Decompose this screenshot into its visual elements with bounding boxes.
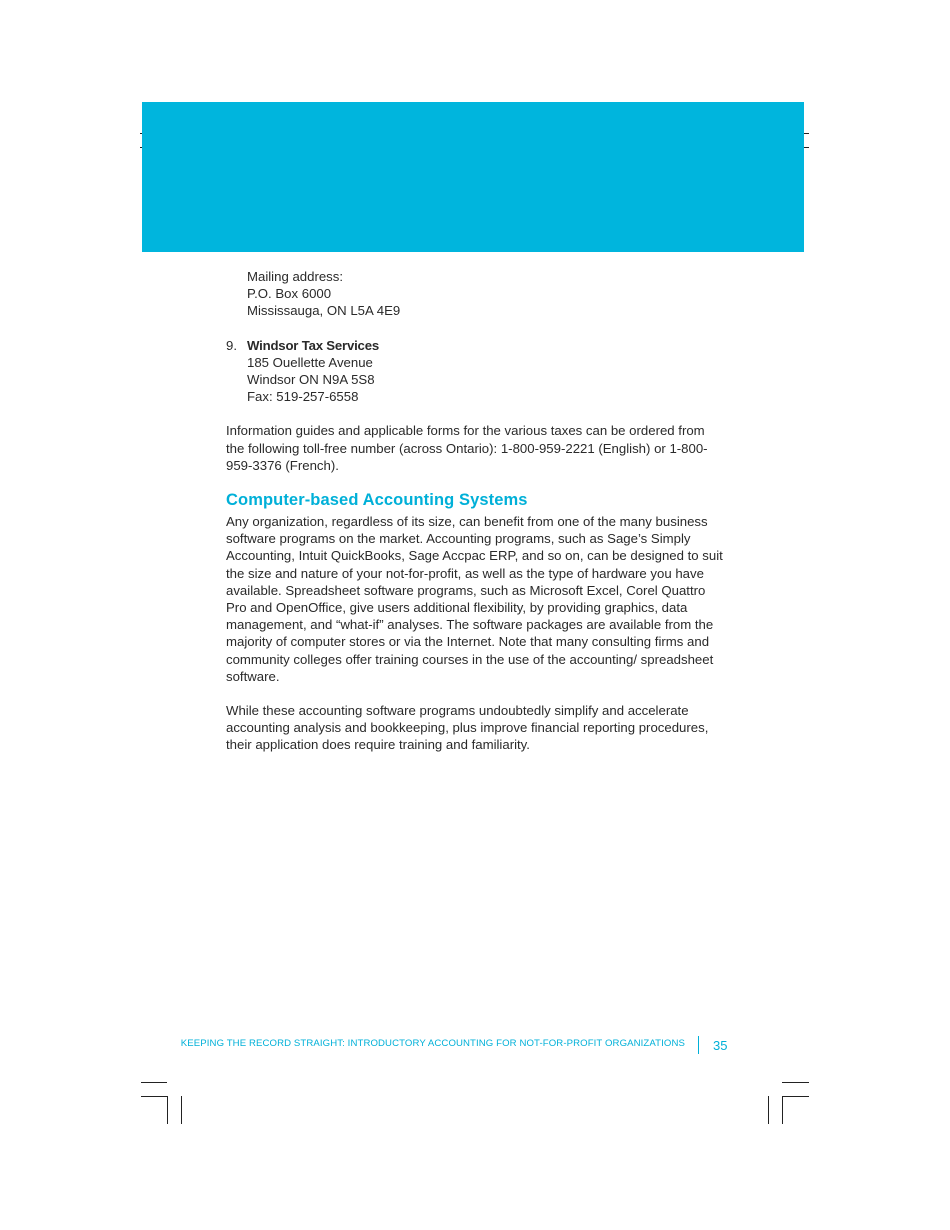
page-footer [0,1036,950,1056]
mailing-address-line: Mississauga, ON L5A 4E9 [247,303,401,319]
running-title: KEEPING THE RECORD STRAIGHT: INTRODUCTORY ACCOUNTING FOR NOT-FOR-PROFIT ORGANIZATIONS [180,1038,685,1049]
section-heading: Computer-based Accounting Systems [226,491,528,510]
office-title: Windsor Tax Services [247,337,379,353]
list-item-number: 9. [226,337,237,353]
office-address-line: Windsor ON N9A 5S8 [247,372,375,388]
crop-mark-bottom-left-h2 [141,1096,167,1097]
crop-mark-top-left-upper [140,133,142,134]
page-number: 35 [713,1038,728,1053]
info-paragraph: Information guides and applicable forms for the various taxes can be ordered from the following toll-free number (across Ontario): 1-800-959-2221 (English) or 1-800-959-3376 (French). [226,423,708,473]
crop-mark-bottom-left-h1 [141,1082,167,1083]
crop-mark-bottom-left-v1 [167,1096,168,1124]
crop-mark-top-right-upper [804,133,809,134]
crop-mark-top-left-lower [140,147,142,148]
header-banner [142,102,804,252]
crop-mark-bottom-right-v1 [768,1096,769,1124]
body-paragraph: While these accounting software programs undoubtedly simplify and accelerate accounting analysis and bookkeeping, plus improve financial reporting procedures, their application does require training and familiarity. [226,703,709,753]
crop-mark-bottom-right-h1 [782,1082,809,1083]
crop-mark-bottom-right-v2 [782,1096,783,1124]
crop-mark-bottom-left-v2 [181,1096,182,1124]
footer-divider [698,1036,699,1054]
crop-mark-top-right-lower [804,147,809,148]
mailing-address [226,268,726,320]
page-content [226,268,726,754]
crop-mark-bottom-right-h2 [782,1096,809,1097]
office-fax-line: Fax: 519-257-6558 [247,389,359,405]
body-paragraph: Any organization, regardless of its size, can benefit from one of the many business software programs on the market. Accounting programs, such as Sage’s Simply Accounting, Intuit QuickBooks, Sage Accpac ERP, and so on, can be designed to suit the size and nature of your not-for-profit, as well as the type of hardware you have available. Spreadsheet software programs, such as Microsoft Excel, Corel Quattro Pro and OpenOffice, give users additional flexibility, by providing graphics, data management, and “what-if” analyses. The software packages are available from the majority of computer stores or via the Internet. Note that many consulting firms and community colleges offer training courses in the use of the accounting/ spreadsheet software. [226,514,723,684]
mailing-address-line: Mailing address: [247,269,344,284]
mailing-address-line: P.O. Box 6000 [247,286,332,302]
office-address-line: 185 Ouellette Avenue [247,354,373,370]
office-list-item-9 [226,337,726,406]
